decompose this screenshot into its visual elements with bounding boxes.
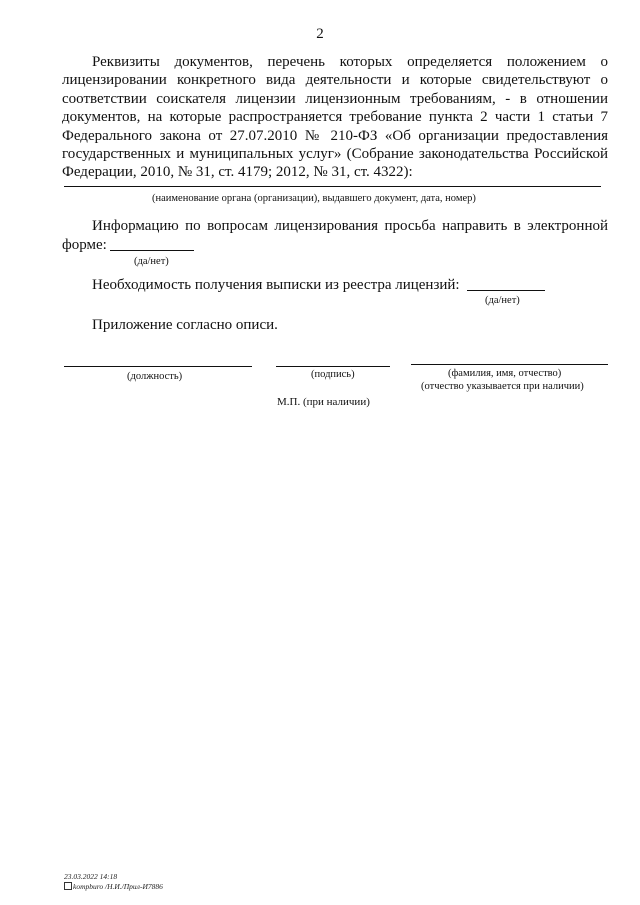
signature-caption: (подпись) — [311, 369, 355, 380]
registry-extract-text: Необходимость получения выписки из реестра лицензий: — [92, 277, 460, 293]
name-caption: (фамилия, имя, отчество) — [448, 368, 562, 379]
attachment-text: Приложение согласно описи. — [92, 317, 278, 333]
electronic-form-label: форме: — [62, 237, 107, 253]
issuer-caption: (наименование органа (организации), выдавшего документ, дата, номер) — [152, 193, 476, 204]
footer-file-ref — [64, 882, 163, 891]
file-icon — [64, 882, 72, 890]
position-caption: (должность) — [127, 371, 183, 382]
footer-timestamp: 23.03.2022 14:18 — [64, 872, 118, 881]
requisites-paragraph: Реквизиты документов, перечень которых определяется положением о лицензировании конкретного вида деятельности и которые свидетельствуют о соответствии соискателя лицензии лицензионным требованиям, - в отношении документов, на которые распространяется требование пункта 2 части 1 статьи 7 Федерального закона от 27.07.2010 № 210-ФЗ «Об организации предоставления государственных и муниципальных услуг» (Собрание законодательства Российской Федерации, 2010, № 31, ст. 4179; 2012, № 31, ст. 4322): — [62, 54, 608, 181]
page-number: 2 — [316, 26, 324, 42]
issuer-fill-line — [64, 186, 601, 187]
position-fill-line — [64, 366, 252, 367]
electronic-form-yes-no-caption: (да/нет) — [134, 256, 169, 267]
electronic-form-fill-line — [110, 250, 194, 251]
registry-extract-fill-line — [467, 290, 545, 291]
footer-file-ref-text: kompburo /Н.И./Прил-И7886 — [73, 882, 163, 891]
signature-fill-line — [276, 366, 390, 367]
stamp-caption: М.П. (при наличии) — [277, 396, 370, 408]
electronic-info-text: Информацию по вопросам лицензирования просьба направить в электронной — [92, 218, 608, 234]
patronymic-note: (отчество указывается при наличии) — [421, 381, 584, 392]
name-fill-line — [411, 364, 608, 365]
registry-extract-yes-no-caption: (да/нет) — [485, 295, 520, 306]
